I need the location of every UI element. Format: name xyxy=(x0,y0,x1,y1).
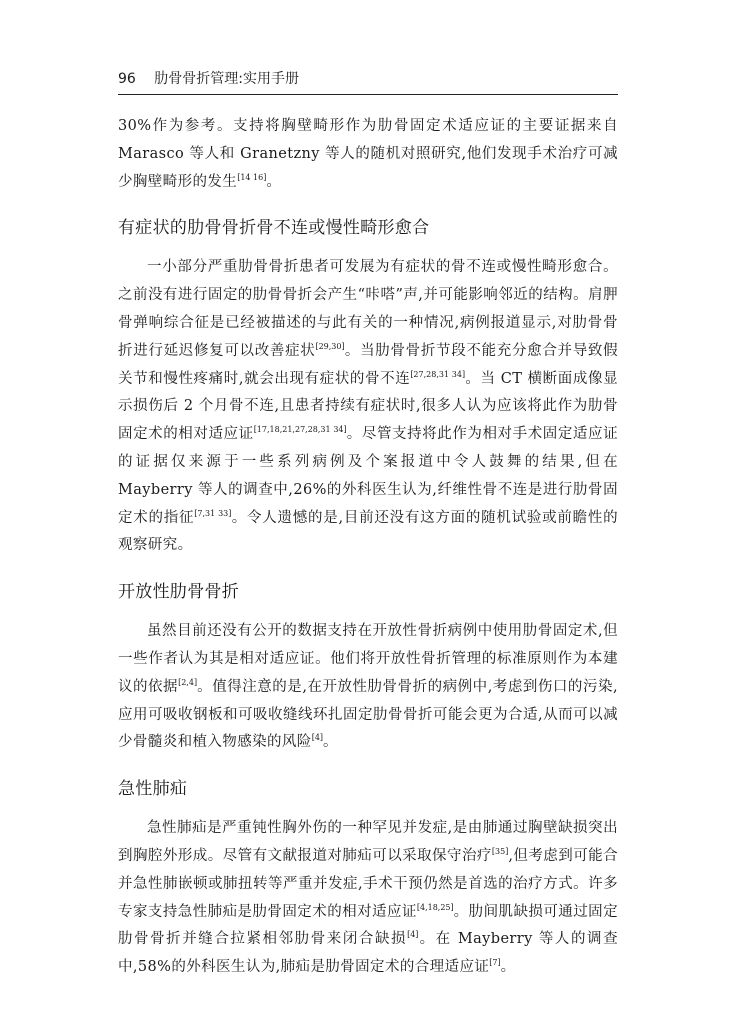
text-run: 。 xyxy=(500,959,516,976)
section-heading: 急性肺疝 xyxy=(118,779,188,800)
citation-ref: [29,30] xyxy=(315,341,345,351)
text-run: 。尽管支持将此作为相对手术固定适应证的证据仅来源于一些系列病例及个案报道中令人鼓舞的结果,但在 Mayberry 等人的调查中,26%的外科医生认为,纤维性骨不连是进行肋骨固定术的指征 xyxy=(118,426,618,526)
citation-ref: [4] xyxy=(407,930,419,940)
text-run: 急性肺疝是严重钝性胸外伤的一种罕见并发症,是由肺通过胸壁缺损突出到胸腔外形成。尽管有文献报道对肺疝可以采取保守治疗 xyxy=(118,820,618,864)
book-title: 肋骨骨折管理:实用手册 xyxy=(154,71,299,87)
citation-ref: [2,4] xyxy=(178,677,198,687)
citation-ref: [4] xyxy=(311,733,324,743)
text-run: 。当肋骨骨折节段不能充分愈合并导致假关节和慢性疼痛时,就会出现有症状的骨不连 xyxy=(118,342,618,387)
text-run: 。 xyxy=(323,734,338,751)
text-run: 一小部分严重肋骨骨折患者可发展为有症状的骨不连或慢性畸形愈合。之前没有进行固定的肋骨骨折会产生“咔嗒”声,并可能影响邻近的结构。肩胛骨弹响综合征是已经被描述的与此有关的一种情况,病例报道显示,对肋骨骨折进行延迟修复可以改善症状 xyxy=(118,259,618,359)
running-header xyxy=(118,68,618,95)
page-content xyxy=(118,113,618,982)
citation-ref: [4,18,25] xyxy=(416,902,454,912)
body-paragraph xyxy=(118,113,618,196)
text-run: 。令人遗憾的是,目前还没有这方面的随机试验或前瞻性的观察研究。 xyxy=(118,509,618,554)
text-run: 。值得注意的是,在开放性肋骨骨折的病例中,考虑到伤口的污染,应用可吸收钢板和可吸收缝线环扎固定肋骨骨折可能会更为合适,从而可以减少骨髓炎和植入物感染的风险 xyxy=(118,678,618,751)
section-heading: 有症状的肋骨骨折骨不连或慢性畸形愈合 xyxy=(118,218,430,239)
citation-ref: [35] xyxy=(491,847,509,857)
text-run: 30%作为参考。支持将胸壁畸形作为肋骨固定术适应证的主要证据来自Marasco 等人和 Granetzny 等人的随机对照研究,他们发现手术治疗可减少胸壁畸形的发生 xyxy=(118,118,618,190)
section-heading: 开放性肋骨骨折 xyxy=(118,582,240,603)
page-number: 96 xyxy=(118,71,136,87)
body-paragraph xyxy=(118,618,618,757)
citation-ref: [14 16] xyxy=(237,172,267,182)
text-run: 。 xyxy=(266,173,282,190)
text-run: 。肋间肌缺损可通过固定肋骨骨折并缝合拉紧相邻肋骨来闭合缺损 xyxy=(118,903,619,948)
text-run: 。当 CT 横断面成像显示损伤后 2 个月骨不连,且患者持续有症状时,很多人认为应该将此作为肋骨固定术的相对适应证 xyxy=(118,370,619,443)
text-run: ,但考虑到可能合并急性肺嵌顿或肺扭转等严重并发症,手术干预仍然是首选的治疗方式。许多专家支持急性肺疝是肋骨固定术的相对适应证 xyxy=(118,847,619,920)
citation-ref: [17,18,21,27,28,31 34] xyxy=(253,425,347,435)
citation-ref: [27,28,31 34] xyxy=(410,369,466,379)
text-run: 虽然目前还没有公开的数据支持在开放性骨折病例中使用肋骨固定术,但一些作者认为其是相对适应证。他们将开放性骨折管理的标准原则作为本建议的依据 xyxy=(118,623,618,695)
body-paragraph xyxy=(118,815,618,982)
citation-ref: [7,31 33] xyxy=(194,508,232,518)
text-run: 。在 Mayberry 等人的调查中,58%的外科医生认为,肺疝是肋骨固定术的合理适应证 xyxy=(118,931,618,976)
body-paragraph xyxy=(118,254,618,560)
citation-ref: [7] xyxy=(489,958,501,968)
